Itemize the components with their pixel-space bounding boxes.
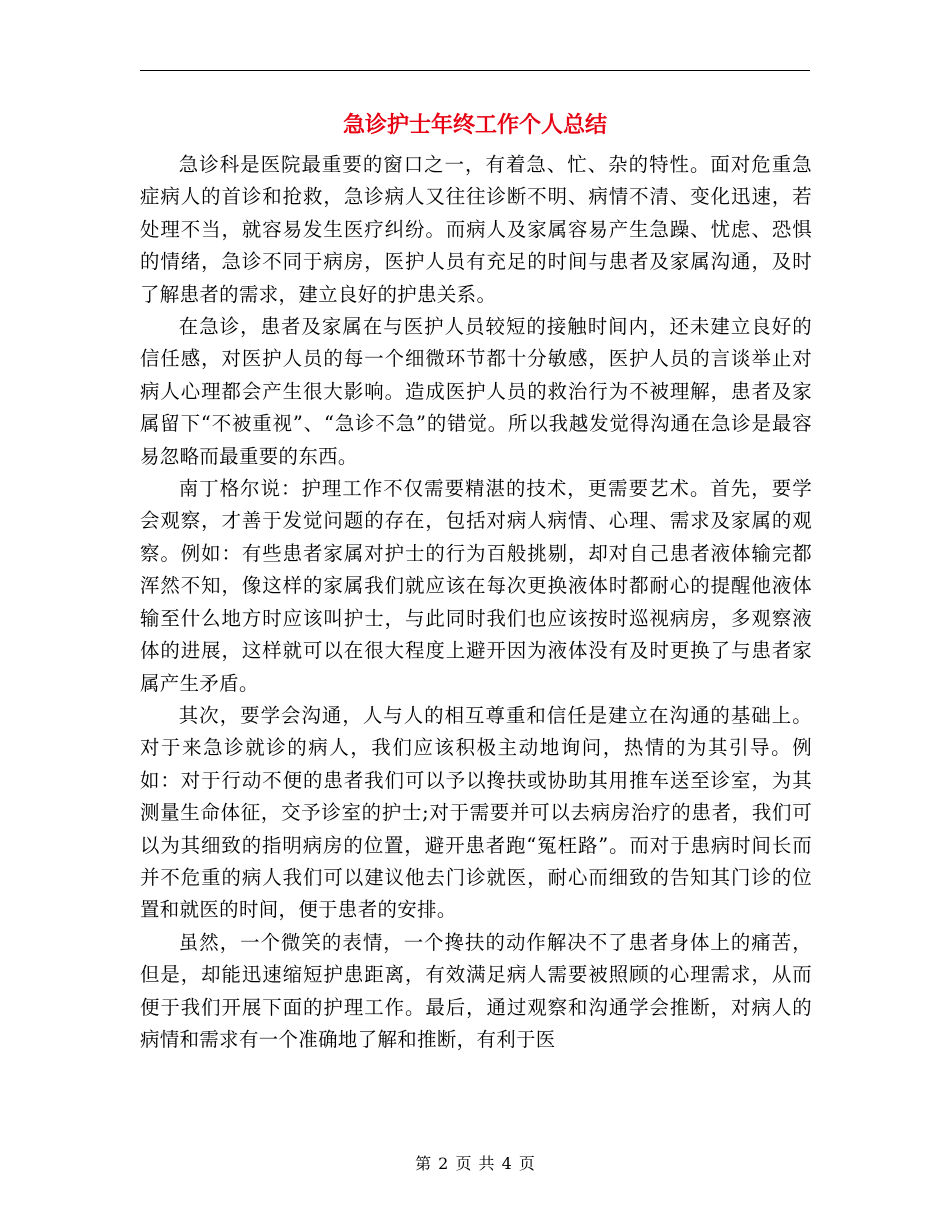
document-body [140, 149, 812, 1056]
paragraph-5: 虽然，一个微笑的表情，一个搀扶的动作解决不了患者身体上的痛苦，但是，却能迅速缩短护患距离，有效满足病人需要被照顾的心理需求，从而便于我们开展下面的护理工作。最后，通过观察和沟通学会推断，对病人的病情和需求有一个准确地了解和推断，有利于医 [140, 930, 812, 1051]
document-title: 急诊护士年终工作个人总结 [342, 112, 607, 138]
page-number: 第 2 页 共 4 页 [415, 1154, 535, 1173]
paragraph-1: 急诊科是医院最重要的窗口之一，有着急、忙、杂的特性。面对危重急症病人的首诊和抢救，急诊病人又往往诊断不明、病情不清、变化迅速，若处理不当，就容易发生医疗纠纷。而病人及家属容易产生急躁、忧虑、恐惧的情绪，急诊不同于病房，医护人员有充足的时间与患者及家属沟通，及时了解患者的需求，建立良好的护患关系。 [140, 153, 812, 306]
paragraph-4: 其次，要学会沟通，人与人的相互尊重和信任是建立在沟通的基础上。对于来急诊就诊的病人，我们应该积极主动地询问，热情的为其引导。例如：对于行动不便的患者我们可以予以搀扶或协助其用推车送至诊室，为其测量生命体征，交予诊室的护士;对于需要并可以去病房治疗的患者，我们可以为其细致的指明病房的位置，避开患者跑“冤枉路”。而对于患病时间长而并不危重的病人我们可以建议他去门诊就医，耐心而细致的告知其门诊的位置和就医的时间，便于患者的安排。 [140, 703, 812, 922]
header-rule [140, 70, 810, 71]
paragraph-2: 在急诊，患者及家属在与医护人员较短的接触时间内，还未建立良好的信任感，对医护人员的每一个细微环节都十分敏感，医护人员的言谈举止对病人心理都会产生很大影响。造成医护人员的救治行为不被理解，患者及家属留下“不被重视”、“急诊不急”的错觉。所以我越发觉得沟通在急诊是最容易忽略而最重要的东西。 [140, 315, 812, 468]
paragraph-3: 南丁格尔说：护理工作不仅需要精湛的技术，更需要艺术。首先，要学会观察，才善于发觉问题的存在，包括对病人病情、心理、需求及家属的观察。例如：有些患者家属对护士的行为百般挑剔，却对自己患者液体输完都浑然不知，像这样的家属我们就应该在每次更换液体时都耐心的提醒他液体输至什么地方时应该叫护士，与此同时我们也应该按时巡视病房，多观察液体的进展，这样就可以在很大程度上避开因为液体没有及时更换了与患者家属产生矛盾。 [140, 477, 812, 695]
